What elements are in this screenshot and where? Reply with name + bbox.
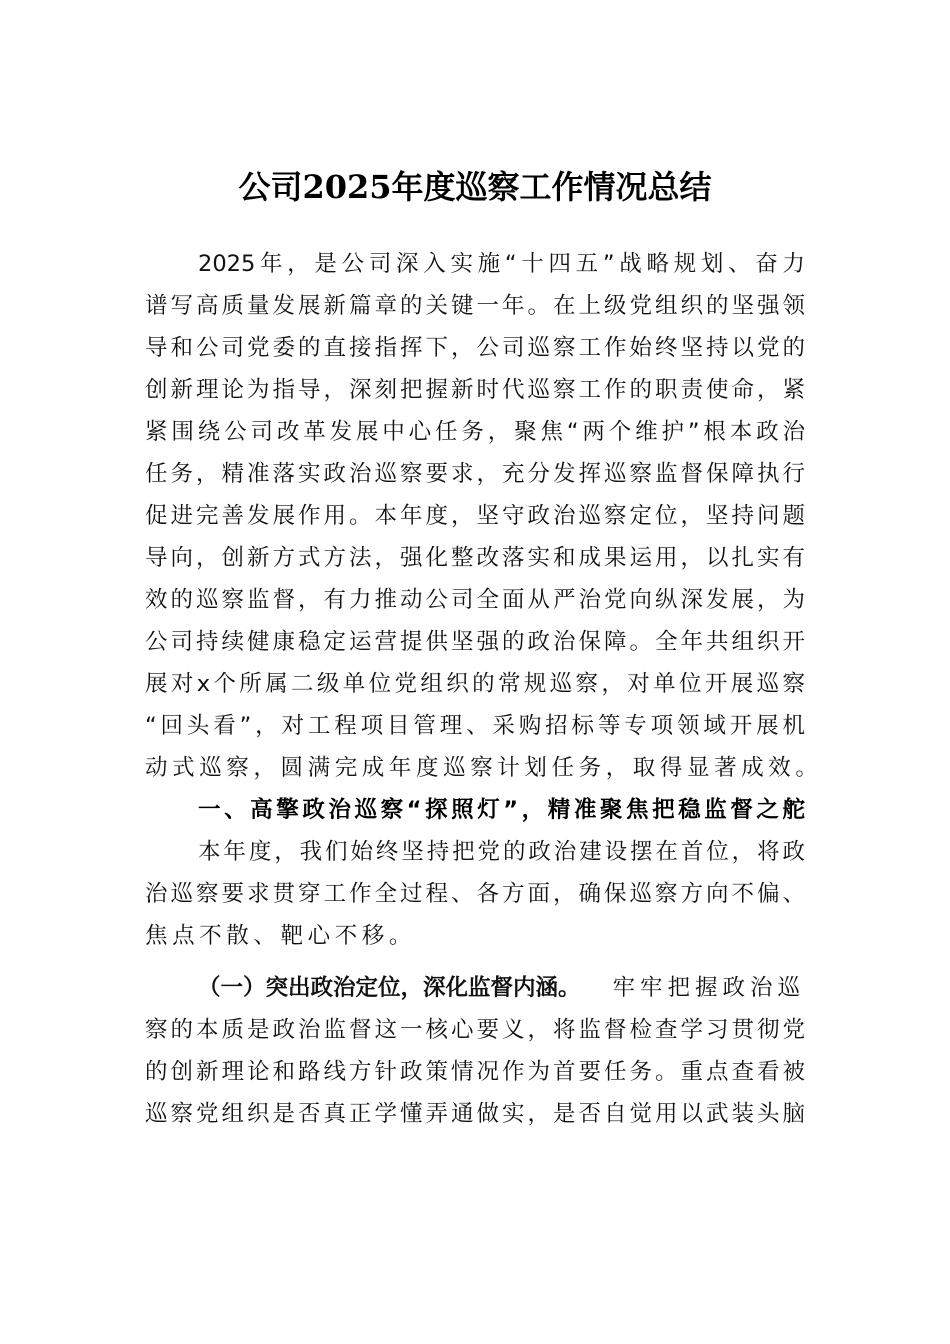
body-line: 紧围绕公司改革发展中心任务，聚焦“两个维护”根本政治	[145, 419, 805, 445]
body-line: 导向，创新方式方法，强化整改落实和成果运用，以扎实有	[145, 545, 805, 571]
body-line: 焦点不散、靶心不移。	[145, 923, 417, 949]
body-line: 巡察党组织是否真正学懂弄通做实，是否自觉用以武装头脑	[145, 1101, 805, 1127]
body-line: 导和公司党委的直接指挥下，公司巡察工作始终坚持以党的	[145, 335, 805, 361]
body-line: 的创新理论和路线方针政策情况作为首要任务。重点查看被	[145, 1059, 805, 1085]
body-line-text: 牢牢把握政治巡	[612, 975, 805, 1001]
body-line: 创新理论为指导，深刻把握新时代巡察工作的职责使命，紧	[145, 377, 805, 403]
body-line: 效的巡察监督，有力推动公司全面从严治党向纵深发展，为	[145, 587, 805, 613]
body-line: 谱写高质量发展新篇章的关键一年。在上级党组织的坚强领	[145, 293, 805, 319]
body-line: 展对x个所属二级单位党组织的常规巡察，对单位开展巡察	[145, 671, 805, 697]
section-heading: 一、高擎政治巡察“探照灯”，精准聚焦把稳监督之舵	[198, 797, 805, 823]
body-line: 任务，精准落实政治巡察要求，充分发挥巡察监督保障执行	[145, 461, 805, 487]
body-line: 察的本质是政治监督这一核心要义，将监督检查学习贯彻党	[145, 1017, 805, 1043]
body-line: 公司持续健康稳定运营提供坚强的政治保障。全年共组织开	[145, 629, 805, 655]
body-line: 2025年，是公司深入实施“十四五”战略规划、奋力	[198, 251, 805, 277]
document-title: 公司2025年度巡察工作情况总结	[238, 168, 712, 206]
subsection-lead: （一）突出政治定位，深化监督内涵。	[198, 975, 581, 1001]
body-line: “回头看”，对工程项目管理、采购招标等专项领域开展机	[145, 713, 805, 739]
body-line: 本年度，我们始终坚持把党的政治建设摆在首位，将政	[198, 839, 805, 865]
body-line: 动式巡察，圆满完成年度巡察计划任务，取得显著成效。	[145, 755, 823, 781]
body-line	[198, 972, 805, 1004]
body-line: 促进完善发展作用。本年度，坚守政治巡察定位，坚持问题	[145, 503, 805, 529]
body-line: 治巡察要求贯穿工作全过程、各方面，确保巡察方向不偏、	[145, 881, 805, 907]
